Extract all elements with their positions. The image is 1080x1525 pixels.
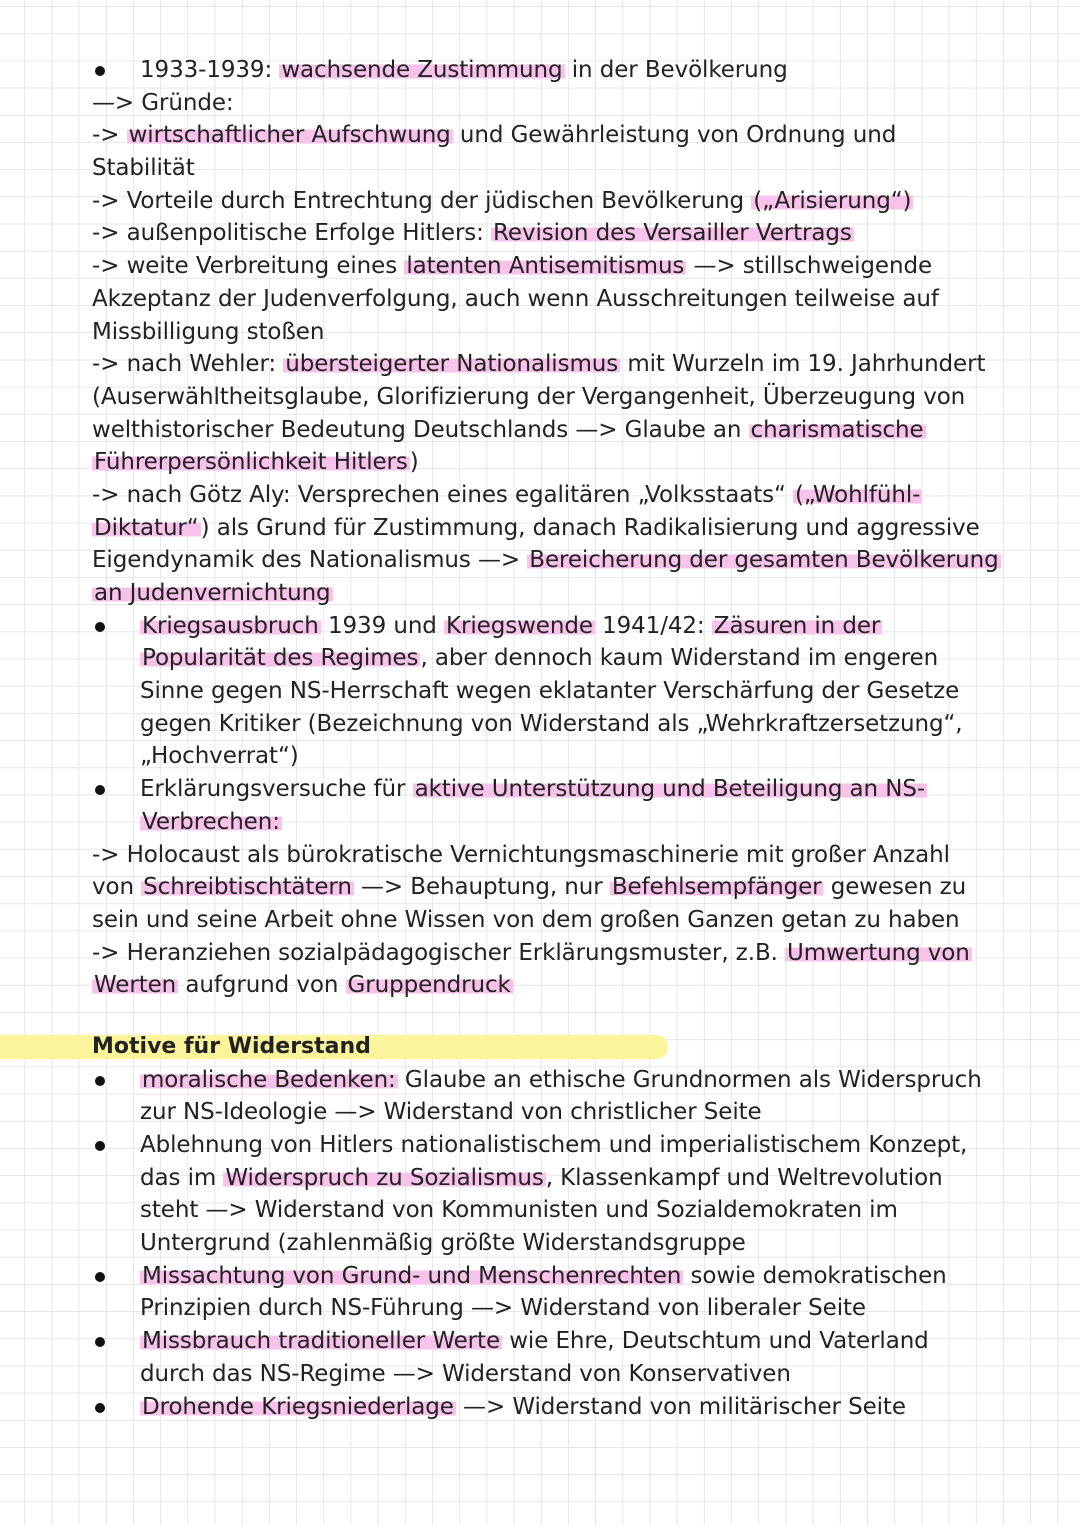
highlight: moralische Bedenken: — [142, 1066, 396, 1093]
reason-foreign-policy: -> außenpolitische Erfolge Hitlers: Revision des Versailler Vertrags — [92, 220, 852, 247]
bullet-dot — [95, 1272, 105, 1282]
highlight: („Arisierung“) — [753, 187, 912, 214]
highlight: wachsende Zustimmung — [281, 57, 563, 83]
highlight: Gruppendruck — [347, 972, 511, 999]
highlight: Bereicherung der gesamten Bevölkerung — [529, 547, 999, 574]
highlight: charismatische — [750, 416, 924, 443]
reason-economy: -> wirtschaftlicher Aufschwung und Gewährleistung von Ordnung und — [92, 122, 897, 149]
bullet-1933-1939: 1933-1939: wachsende Zustimmung in der Bevölkerung — [92, 54, 1062, 87]
highlight: Verbrechen: — [142, 808, 280, 835]
highlight: latenten Antisemitismus — [406, 253, 685, 280]
bullet-kriegsausbruch: Kriegsausbruch 1939 und Kriegswende 1941/42: Zäsuren in der — [92, 610, 1062, 643]
highlight: Schreibtischtätern — [143, 874, 352, 901]
reason-antisemitism: -> weite Verbreitung eines latenten Antisemitismus —> stillschweigende — [92, 253, 933, 280]
highlight: Werten — [94, 972, 177, 999]
motive-war-defeat: Drohende Kriegsniederlage —> Widerstand von militärischer Seite — [92, 1391, 1062, 1424]
highlight: aktive Unterstützung und Beteiligung an NS- — [414, 776, 926, 803]
highlight: Umwertung von — [787, 939, 970, 966]
explanation-social: -> Heranziehen sozialpädagogischer Erklärungsmuster, z.B. Umwertung von — [92, 939, 970, 966]
highlight: Missbrauch traditioneller Werte — [142, 1328, 500, 1355]
highlight: Führerpersönlichkeit Hitlers — [94, 449, 408, 476]
highlight: Missachtung von Grund- und Menschenrechten — [142, 1262, 682, 1289]
bullet-dot — [95, 785, 105, 795]
bullet-dot — [95, 1337, 105, 1347]
highlight: Kriegsausbruch — [142, 612, 319, 639]
motive-socialism: Ablehnung von Hitlers nationalistischem und imperialistischem Konzept, — [92, 1129, 1062, 1162]
highlight: Kriegswende — [446, 612, 593, 639]
gruende-label: —> Gründe: — [92, 89, 234, 116]
reason-wehler: -> nach Wehler: übersteigerter Nationalismus mit Wurzeln im 19. Jahrhundert — [92, 351, 986, 378]
bullet-dot — [95, 1403, 105, 1413]
highlight: Drohende Kriegsniederlage — [142, 1393, 454, 1420]
highlight: wirtschaftlicher Aufschwung — [128, 122, 451, 149]
bullet-dot — [95, 1141, 105, 1151]
bullet-dot — [95, 622, 105, 632]
highlight: Revision des Versailler Vertrags — [493, 220, 852, 247]
motive-moral: moralische Bedenken: Glaube an ethische Grundnormen als Widerspruch — [92, 1064, 1062, 1097]
notes-page: 1933-1939: wachsende Zustimmung in der Bevölkerung —> Gründe: -> wirtschaftlicher Aufschwung und Gewährleistung von Ordnung und Stabilität -> Vorteile durch Entrechtung der jüdischen Bevölkerung („Arisierung“) -> außenpolitische Erfolge Hitlers: Revision des Versailler Vertrags -> weite Verbreitung eines latenten Antisemitismus —> stillschweigende Akzeptanz der Judenverfolgung, auch wenn Ausschreitungen teilweise auf Missbilligung stoßen -> nach Wehler: übersteigerter Nationalismus mit Wurzeln im 19. Jahrhundert (Auserwähltheitsglaube, Glorifizierung der Vergangenheit, Überzeugung von welthistorischer Bedeutung Deutschlands —> Glaube an charismatische Führerpersönlichkeit Hitlers) -> nach Götz Aly: Versprechen eines egalitären „Volksstaats“ („Wohlfühl- Diktatur“) als Grund für Zustimmung, danach Radikalisierung und aggressive Eigendynamik des Nationalismus —> Bereicherung der gesamten Bevölkerung an Judenvernichtung Kriegsausbruch 1939 und Kriegswende 1941/42: Zäsuren in der Popularität des Regimes, aber dennoch kaum Widerstand im engeren Sinne gegen NS-Herrschaft wegen eklatanter Verschärfung der Gesetze gegen Kritiker (Bezeichnung von Widerstand als „Wehrkraftzersetzung“, „Hochverrat“) Erklärungsversuche für aktive Unterstützung und Beteiligung an NS- Verbrechen: -> Holocaust als bürokratische Vernichtungsmaschinerie mit großer Anzahl von Schreibtischtätern —> Behauptung, nur Befehlsempfänger gewesen zu sein und seine Arbeit ohne Wissen von dem großen Ganzen getan zu haben -> Heranziehen sozialpädagogischer Erklärungsmuster, z.B. Umwertung von Werten aufgrund von Gruppendruck Motive für Widerstand moralische Bedenken: Glaube an ethische Grundnormen als Widerspruch zur NS-Ideologie —> Widerstand von christlicher Seite Ablehnung von Hitlers nationalistischem und imperialistischem Konzept, das im Widerspruch zu Sozialismus, Klassenkampf und Weltrevolution steht —> Widerstand von Kommunisten und Sozialdemokraten im Untergrund (zahlenmäßig größte Widerstandsgruppe Missachtung von Grund- und Menschenrechten sowie demokratischen Prinzipien durch NS-Führung —> Widerstand von liberaler Seite Missbrauch traditioneller Werte wie Ehre, Deutschtum und Vaterland durch das NS-Regime —> Widerstand von Konservativen Drohende Kriegsniederlage —> Widerstand von militärischer Seite — [92, 54, 1062, 1423]
bullet-dot — [95, 1076, 105, 1086]
highlight: Zäsuren in der — [713, 612, 881, 639]
highlight: Befehlsempfänger — [611, 874, 822, 901]
bullet-erklaerungsversuche: Erklärungsversuche für aktive Unterstützung und Beteiligung an NS- — [92, 773, 1062, 806]
reason-arisierung: -> Vorteile durch Entrechtung der jüdischen Bevölkerung („Arisierung“) — [92, 187, 912, 214]
highlight: Popularität des Regimes — [142, 645, 419, 672]
highlight: übersteigerter Nationalismus — [285, 351, 619, 378]
section-heading-motive: Motive für Widerstand — [92, 1031, 1062, 1064]
motive-human-rights: Missachtung von Grund- und Menschenrechten sowie demokratischen — [92, 1260, 1062, 1293]
explanation-holocaust: -> Holocaust als bürokratische Vernichtungsmaschinerie mit großer Anzahl — [92, 841, 950, 868]
bullet-dot — [95, 66, 105, 76]
motive-traditional-values: Missbrauch traditioneller Werte wie Ehre, Deutschtum und Vaterland — [92, 1325, 1062, 1358]
highlight: Diktatur“ — [94, 514, 199, 541]
highlight: Widerspruch zu Sozialismus — [225, 1164, 544, 1191]
reason-aly: -> nach Götz Aly: Versprechen eines egalitären „Volksstaats“ („Wohlfühl- — [92, 481, 921, 508]
highlight: an Judenvernichtung — [94, 580, 331, 606]
highlight: („Wohlfühl- — [795, 481, 921, 508]
